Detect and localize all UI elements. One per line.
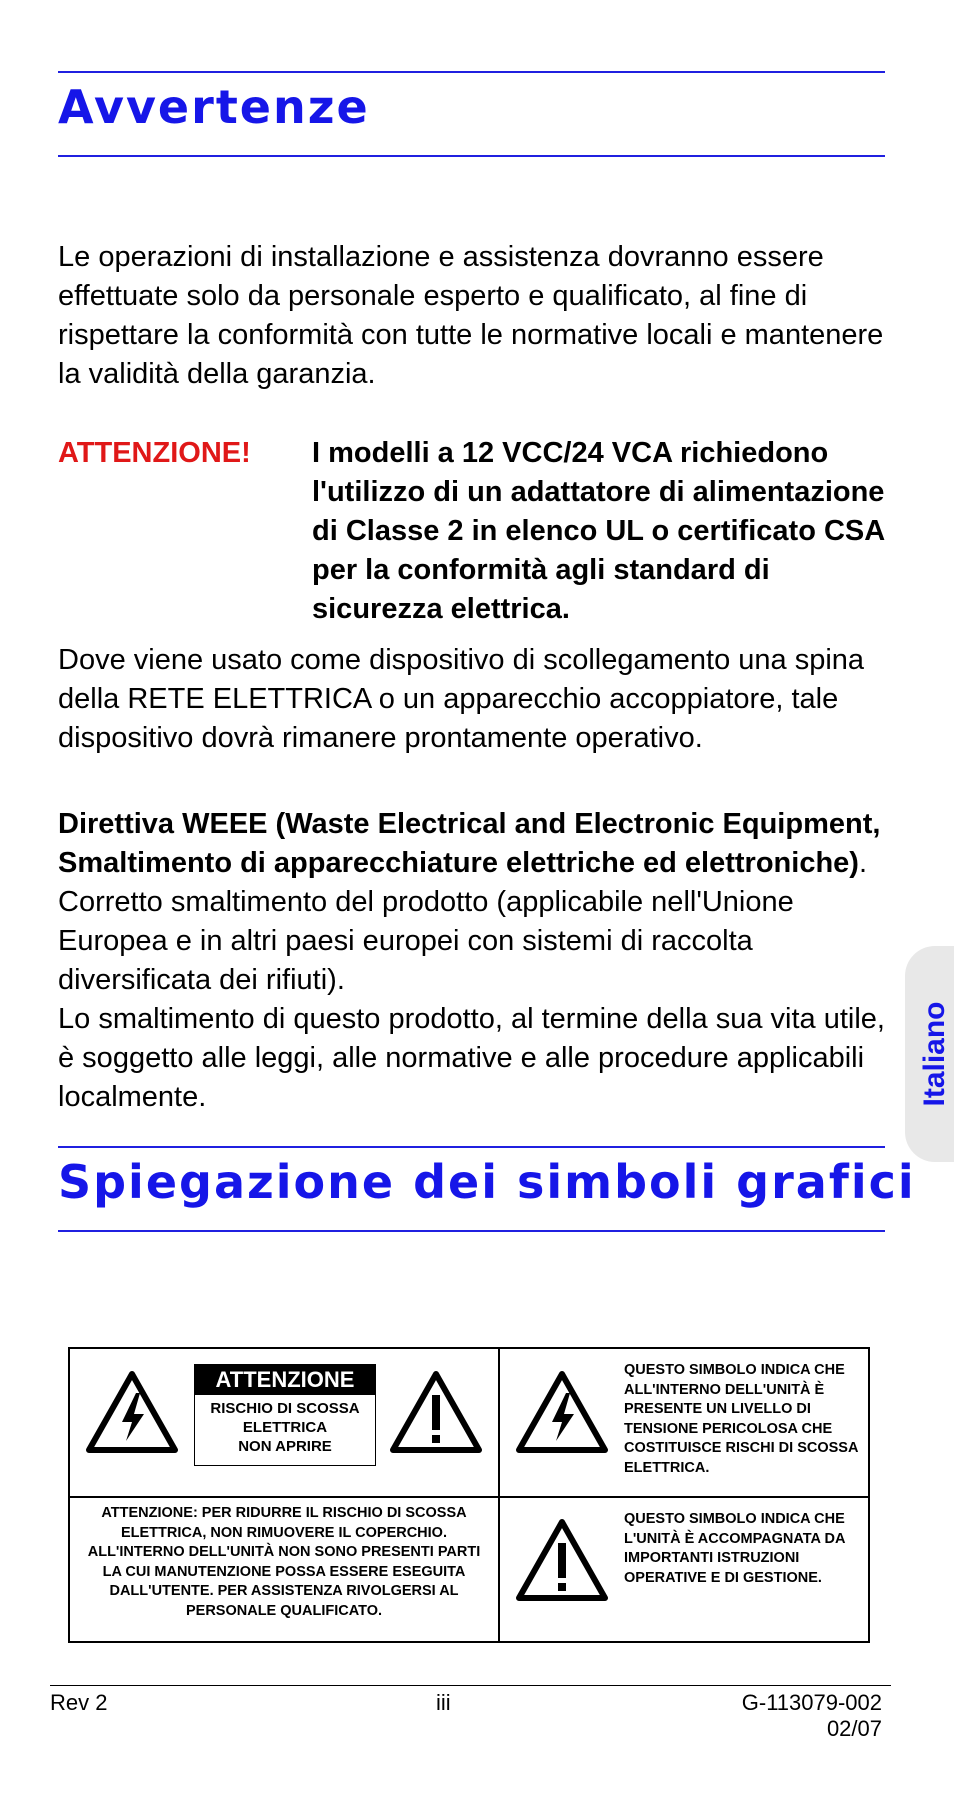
title-rule-top (58, 71, 885, 73)
table-divider-vertical (498, 1349, 500, 1641)
page-title: Avvertenze (58, 80, 370, 134)
footer-date: 02/07 (826, 1716, 882, 1741)
instructions-symbol-description: QUESTO SIMBOLO INDICA CHE L'UNITÀ È ACCOMPAGNATA DA IMPORTANTI ISTRUZIONI OPERATIVE E DI GESTIONE. (624, 1511, 845, 1586)
shock-symbol-description: QUESTO SIMBOLO INDICA CHE ALL'INTERNO DELL'UNITÀ È PRESENTE UN LIVELLO DI TENSIONE PERICOLOSA CHE COSTITUISCE RISCHI DI SCOSSA ELETTRICA. (624, 1362, 858, 1476)
lightning-warning-icon (84, 1369, 180, 1455)
footer-revision: Rev 2 (50, 1690, 108, 1715)
language-tab-label: Italiano (918, 1001, 951, 1107)
warning-text: I modelli a 12 VCC/24 VCA richiedono l'utilizzo di un adattatore di alimentazione di Classe 2 in elenco UL o certificato CSA per la conformità agli standard di sicurezza elettrica. (312, 437, 885, 625)
disconnect-paragraph: Dove viene usato come dispositivo di scollegamento una spina della RETE ELETTRICA o un apparecchio accoppiatore, tale dispositivo dovrà rimanere prontamente operativo. (58, 644, 865, 754)
title-rule-bottom (58, 155, 885, 157)
section-rule-top (58, 1146, 885, 1148)
caution-line-1: RISCHIO DI SCOSSA (210, 1400, 360, 1417)
exclamation-warning-icon (514, 1517, 610, 1603)
intro-paragraph: Le operazioni di installazione e assistenza dovranno essere effettuate solo da personale esperto e qualificato, al fine di rispettare la conformità con tutte le normative locali e mantenere la validità della garanzia. (58, 241, 884, 390)
section-rule-bottom (58, 1230, 885, 1232)
warning-label: ATTENZIONE! (58, 437, 251, 469)
caution-line-3: NON APRIRE (238, 1438, 332, 1455)
weee-directive-title: Direttiva WEEE (Waste Electrical and Electronic Equipment, Smaltimento di apparecchiature elettriche ed elettroniche) (58, 808, 881, 879)
exclamation-warning-icon (388, 1369, 484, 1455)
weee-text: . Corretto smaltimento del prodotto (applicabile nell'Unione Europea e in altri paesi europei con sistemi di raccolta diversificata dei rifiuti). (58, 847, 868, 996)
section-title: Spiegazione dei simboli grafici (58, 1155, 916, 1209)
weee-paragraph (58, 805, 888, 1000)
caution-body (195, 1395, 375, 1456)
cover-warning-text: ATTENZIONE: PER RIDURRE IL RISCHIO DI SCOSSA ELETTRICA, NON RIMUOVERE IL COPERCHIO. ALL'INTERNO DELL'UNITÀ NON SONO PRESENTI PARTI LA CUI MANUTENZIONE POSSA ESSERE ESEGUITA DALL'UTENTE. PER ASSISTENZA RIVOLGERSI AL PERSONALE QUALIFICATO. (87, 1505, 481, 1619)
language-tab (905, 946, 954, 1162)
symbols-table (68, 1347, 870, 1643)
caution-label-box (194, 1364, 376, 1466)
footer-document-number: G-113079-002 (741, 1690, 882, 1715)
caution-header: ATTENZIONE (195, 1365, 375, 1395)
footer-page-number: iii (436, 1690, 451, 1715)
table-divider-horizontal (70, 1496, 868, 1498)
disposal-paragraph: Lo smaltimento di questo prodotto, al termine della sua vita utile, è soggetto alle leggi, alle normative e alle procedure applicabili localmente. (58, 1003, 885, 1113)
footer-rule (50, 1685, 891, 1686)
caution-line-2: ELETTRICA (242, 1419, 328, 1436)
lightning-warning-icon (514, 1369, 610, 1455)
